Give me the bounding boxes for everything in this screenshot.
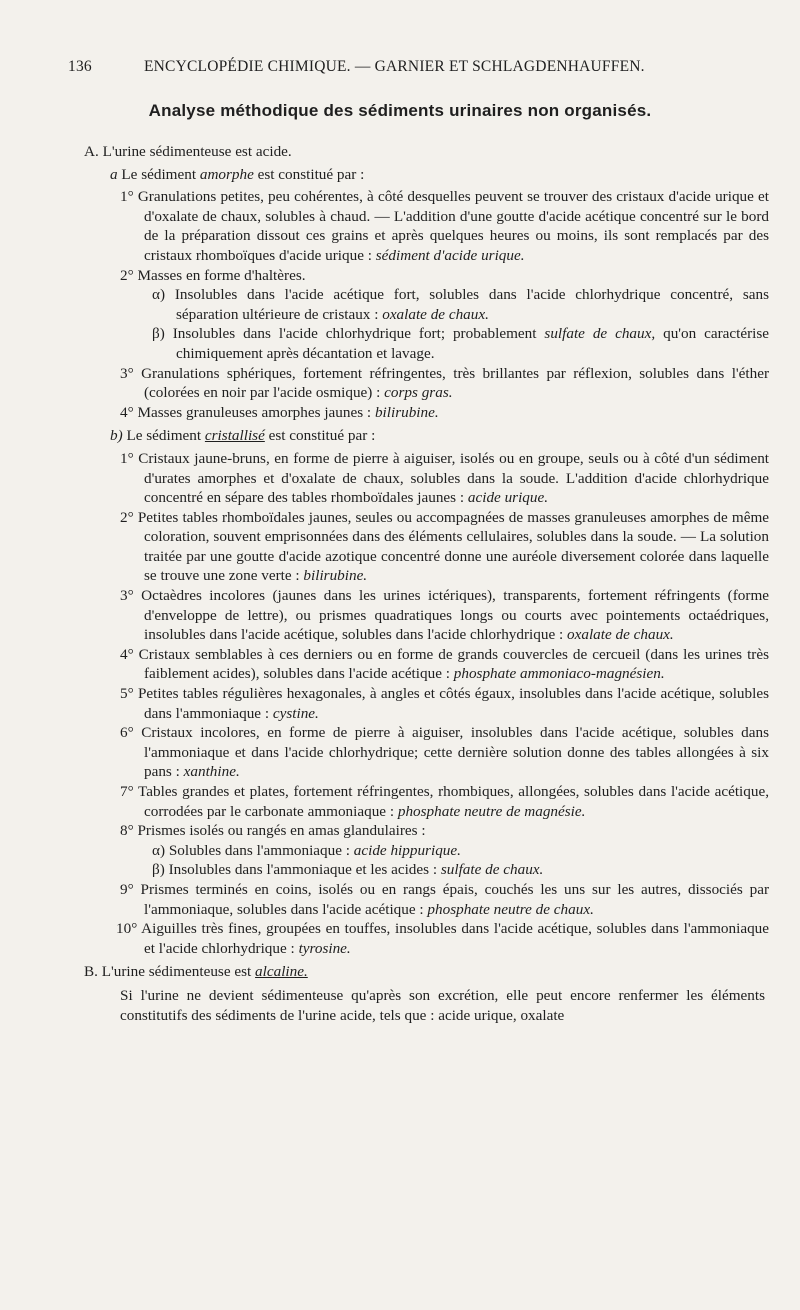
item-number: 10° — [116, 920, 138, 938]
body-text — [0, 142, 800, 1025]
item-result: oxalate de chaux. — [567, 626, 674, 644]
item-result: cystine. — [272, 704, 319, 722]
section-b-em: alcaline. — [255, 963, 308, 981]
running-title: ENCYCLOPÉDIE CHIMIQUE. — GARNIER ET SCHLAGDENHAUFFEN. — [144, 58, 645, 75]
subitem-result: sulfate de chaux, — [544, 325, 656, 343]
sub-a-post: est constitué par : — [257, 165, 365, 183]
subitem-text: Solubles dans l'ammoniaque : — [168, 841, 350, 859]
sub-b-post: est constitué par : — [268, 427, 376, 445]
section-b-label: B. — [84, 963, 98, 981]
list-item — [0, 449, 769, 508]
item-result: acide urique. — [467, 489, 549, 507]
list-item — [0, 508, 769, 586]
list-subitem — [0, 324, 769, 363]
section-title: Analyse méthodique des sédiments urinaires non organisés. — [148, 101, 652, 120]
sub-b-em: cristallisé — [204, 427, 265, 445]
item-text: Masses en forme d'haltères. — [137, 266, 306, 284]
list-item — [0, 880, 769, 919]
item-number: 3° — [120, 587, 134, 605]
item-number: 7° — [120, 783, 134, 800]
item-result: phosphate neutre de chaux. — [427, 900, 594, 918]
item-text: Tables grandes et plates, fortement réfringentes, rhombiques, allongées, solubles dans l'acide acétique, corrodées par le carbonate ammoniaque : — [138, 783, 769, 820]
sub-a-heading — [0, 165, 800, 185]
list-item — [0, 723, 769, 782]
item-number: 4° — [120, 645, 134, 663]
item-text: Petites tables rhomboïdales jaunes, seules ou accompagnées de masses granuleuses amorphes de même coloration, souvent emprisonnées dans des éléments cellulaires, solubles dans la soude. — La solution traitée par une goutte d'acide azotique concentré donne une auréole diversement colorée dans laquelle se trouve une zone verte : — [137, 508, 769, 585]
subitem-post: qu'on caractérise chimiquement après décantation et lavage. — [176, 325, 770, 362]
subitem-text: Insolubles dans l'acide acétique fort, solubles dans l'acide chlorhydrique concentré, sans séparation ultérieure de cristaux : — [174, 286, 769, 323]
section-a-label: A. — [84, 143, 99, 160]
item-text: Prismes isolés ou rangés en amas glandulaires : — [137, 822, 426, 840]
list-item — [0, 266, 769, 286]
item-text: Cristaux incolores, en forme de pierre à aiguiser, insolubles dans l'acide acétique, solubles dans l'ammoniaque et dans l'acide chlorhydrique; cette dernière solution donne des tables allongées à six pans : — [141, 724, 770, 781]
list-item — [0, 403, 769, 423]
item-number: 4° — [120, 403, 134, 421]
sub-a-em: amorphe — [199, 165, 254, 183]
list-subitem — [0, 285, 769, 324]
subitem-result: oxalate de chaux. — [382, 305, 489, 323]
list-subitem — [0, 841, 769, 861]
item-number: 5° — [120, 685, 134, 703]
item-text: Masses granuleuses amorphes jaunes : — [137, 403, 372, 421]
item-result: bilirubine. — [303, 567, 368, 585]
item-result: bilirubine. — [374, 403, 439, 421]
subitem-text: Insolubles dans l'ammoniaque et les acides : — [168, 861, 438, 879]
item-result: xanthine. — [183, 763, 240, 781]
item-result: phosphate ammoniaco-magnésien. — [453, 665, 665, 683]
sub-a-pre: Le sédiment — [121, 165, 197, 183]
item-number: 6° — [120, 724, 134, 742]
item-result: phosphate neutre de magnésie. — [397, 802, 586, 820]
item-number: 8° — [120, 822, 134, 840]
item-text: Granulations petites, peu cohérentes, à côté desquelles peuvent se trouver des cristaux d'acide urique et d'oxalate de chaux, solubles à chaud. — L'addition d'une goutte d'acide acétique concentré sur le bord de la préparation dissout ces grains et après quelques heures ou moins, ils sont remplacés par des cristaux rhomboïques d'acide urique : — [137, 188, 770, 264]
item-number: 1° — [120, 449, 134, 467]
item-number: 1° — [120, 188, 134, 206]
sub-b-heading — [0, 426, 800, 446]
item-text: Petites tables régulières hexagonales, à angles et côtés égaux, insolubles dans l'acide acétique, solubles dans l'ammoniaque : — [137, 685, 769, 722]
list-item — [0, 684, 769, 723]
section-b-pre: L'urine sédimenteuse est — [101, 963, 252, 981]
item-number: 3° — [120, 364, 134, 382]
item-result: corps gras. — [384, 384, 453, 402]
item-text: Aiguilles très fines, groupées en touffes, insolubles dans l'acide acétique, solubles dans l'ammoniaque et l'acide chlorhydrique : — [141, 920, 769, 957]
subitem-label: α) — [152, 841, 166, 859]
subitem-label: α) — [152, 286, 166, 304]
item-result: tyrosine. — [298, 939, 351, 957]
item-text: Granulations sphériques, fortement réfringentes, très brillantes par réflexion, solubles dans l'éther (colorées en noir par l'acide osmique) : — [141, 364, 769, 402]
item-result: sédiment d'acide urique. — [375, 246, 525, 264]
subitem-result: sulfate de chaux. — [440, 861, 544, 879]
item-text: Prismes terminés en coins, isolés ou en rangs épais, couchés les uns sur les autres, dissociés par l'ammoniaque, solubles dans l'acide acétique : — [140, 880, 770, 918]
final-paragraph: Si l'urine ne devient sédimenteuse qu'après son excrétion, elle peut encore renfermer les éléments constitutifs des sédiments de l'urine acide, tels que : acide urique, oxalate — [120, 986, 765, 1024]
item-text: Cristaux jaune-bruns, en forme de pierre à aiguiser, isolés ou en groupe, seuls ou à côté d'un sédiment d'urates amorphes et d'oxalate de chaux, solubles dans la soude. L'addition d'acide chlorhydrique concentré en sépare des tables rhomboïdales jaunes : — [138, 449, 770, 507]
section-a-text: L'urine sédimenteuse est acide. — [102, 143, 292, 160]
item-text: Octaèdres incolores (jaunes dans les urines ictériques), transparents, fortement réfringents (forme d'enveloppe de lettre), ou prismes quadratiques longs ou courts avec pointements octaédriques, insolubles dans l'acide acétique, solubles dans l'acide chlorhydrique : — [141, 587, 770, 644]
item-text: Cristaux semblables à ces derniers ou en forme de grands couvercles de cercueil (dans les urines très faiblement acides), solubles dans l'acide acétique : — [138, 645, 769, 683]
section-a-heading — [0, 142, 800, 162]
list-item — [0, 586, 769, 645]
list-item — [0, 782, 769, 821]
sub-b-label: b) — [110, 427, 123, 445]
list-item — [0, 645, 769, 684]
subitem-text: Insolubles dans l'acide chlorhydrique fort; probablement — [172, 325, 537, 343]
page-number: 136 — [68, 58, 92, 75]
sub-a-label: a — [110, 165, 118, 183]
list-item — [0, 821, 769, 841]
subitem-result: acide hippurique. — [353, 841, 461, 859]
subitem-label: β) — [152, 325, 165, 343]
list-item — [0, 919, 769, 958]
sub-b-pre: Le sédiment — [126, 427, 202, 445]
item-number: 2° — [120, 508, 134, 526]
section-b-heading — [0, 962, 800, 982]
list-item — [0, 187, 769, 265]
item-number: 2° — [120, 266, 134, 284]
list-subitem — [0, 860, 769, 880]
list-item — [0, 364, 769, 403]
subitem-label: β) — [152, 861, 165, 879]
item-number: 9° — [120, 880, 134, 898]
